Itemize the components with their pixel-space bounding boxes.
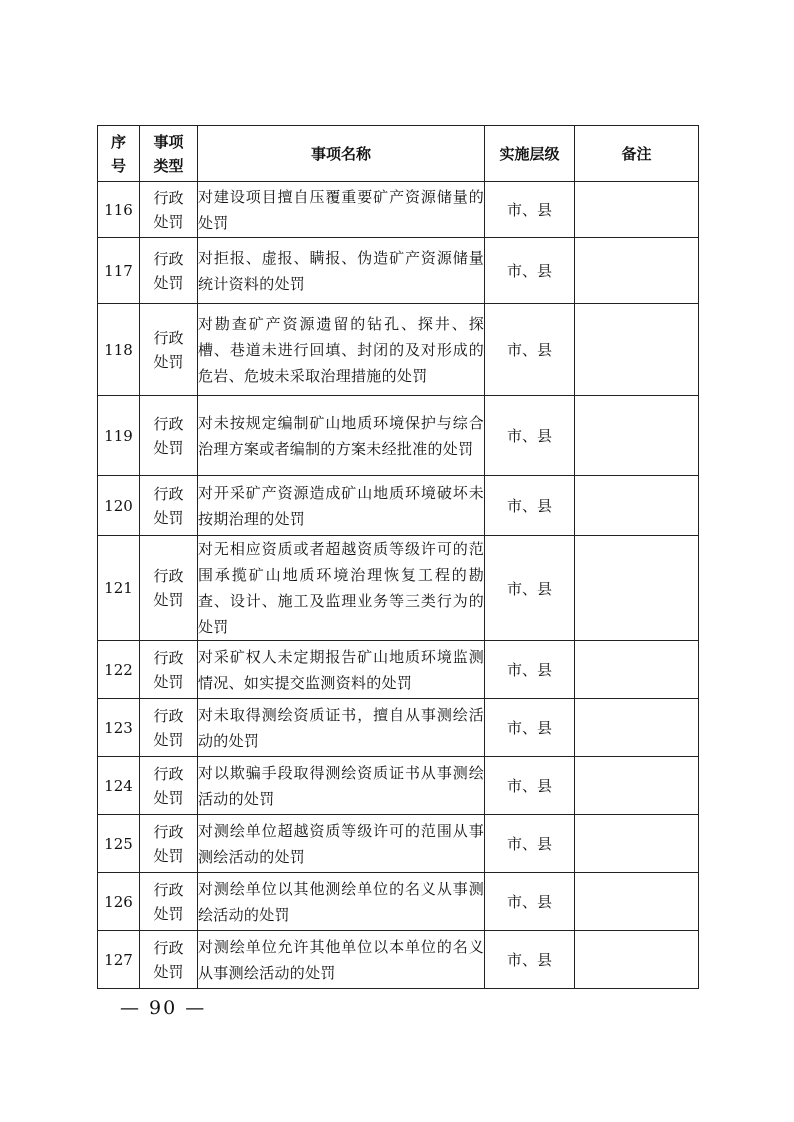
row-type-line: 处罚 xyxy=(153,788,184,807)
row-type xyxy=(140,536,198,641)
header-note: 备注 xyxy=(575,126,699,182)
row-type-line: 行政 xyxy=(153,822,184,841)
row-type xyxy=(140,931,198,989)
row-level: 市、县 xyxy=(485,238,575,304)
row-name: 对建设项目擅自压覆重要矿产资源储量的处罚 xyxy=(198,182,485,238)
row-level: 市、县 xyxy=(485,873,575,931)
row-name: 对开采矿产资源造成矿山地质环境破坏未按期治理的处罚 xyxy=(198,476,485,536)
row-number: 116 xyxy=(98,182,140,238)
row-note xyxy=(575,641,699,699)
row-note xyxy=(575,873,699,931)
row-number: 126 xyxy=(98,873,140,931)
header-name: 事项名称 xyxy=(198,126,485,182)
row-type-line: 处罚 xyxy=(153,212,184,231)
row-number: 127 xyxy=(98,931,140,989)
row-type-line: 处罚 xyxy=(153,591,184,609)
row-note xyxy=(575,931,699,989)
table-row xyxy=(98,815,699,873)
row-number: 118 xyxy=(98,304,140,396)
row-level: 市、县 xyxy=(485,304,575,396)
table-row xyxy=(98,931,699,989)
row-number: 125 xyxy=(98,815,140,873)
row-name: 对测绘单位超越资质等级许可的范围从事测绘活动的处罚 xyxy=(198,815,485,873)
row-name: 对拒报、虚报、瞒报、伪造矿产资源储量统计资料的处罚 xyxy=(198,238,485,304)
row-level: 市、县 xyxy=(485,476,575,536)
row-type-line: 行政 xyxy=(153,328,184,347)
table-row xyxy=(98,182,699,238)
table-row xyxy=(98,699,699,757)
table-row xyxy=(98,304,699,396)
row-type xyxy=(140,476,198,536)
row-type xyxy=(140,641,198,699)
row-type-line: 处罚 xyxy=(153,273,184,292)
row-type-line: 行政 xyxy=(153,764,184,783)
row-number: 120 xyxy=(98,476,140,536)
row-level: 市、县 xyxy=(485,641,575,699)
row-type-line: 处罚 xyxy=(153,352,184,371)
header-level: 实施层级 xyxy=(485,126,575,182)
row-level: 市、县 xyxy=(485,396,575,476)
row-type-line: 行政 xyxy=(153,706,184,725)
row-type-line: 行政 xyxy=(153,567,184,585)
row-name: 对测绘单位以其他测绘单位的名义从事测绘活动的处罚 xyxy=(198,873,485,931)
row-type-line: 处罚 xyxy=(153,730,184,749)
row-name: 对未按规定编制矿山地质环境保护与综合治理方案或者编制的方案未经批准的处罚 xyxy=(198,396,485,476)
row-level: 市、县 xyxy=(485,815,575,873)
row-type-line: 行政 xyxy=(153,938,184,957)
row-type xyxy=(140,699,198,757)
row-type-line: 处罚 xyxy=(153,904,184,923)
page-number: — 90 — xyxy=(120,997,207,1019)
row-type-line: 行政 xyxy=(153,249,184,268)
row-type-line: 行政 xyxy=(153,648,184,667)
row-type xyxy=(140,238,198,304)
row-type-line: 处罚 xyxy=(153,962,184,981)
row-name: 对采矿权人未定期报告矿山地质环境监测情况、如实提交监测资料的处罚 xyxy=(198,641,485,699)
row-type-line: 行政 xyxy=(153,414,184,433)
row-note xyxy=(575,396,699,476)
row-name: 对测绘单位允许其他单位以本单位的名义从事测绘活动的处罚 xyxy=(198,931,485,989)
row-name: 对勘查矿产资源遗留的钻孔、探井、探槽、巷道未进行回填、封闭的及对形成的危岩、危坡未采取治理措施的处罚 xyxy=(198,304,485,396)
row-note xyxy=(575,536,699,641)
row-type-line: 处罚 xyxy=(153,508,184,527)
row-type-line: 处罚 xyxy=(153,438,184,457)
table-row xyxy=(98,238,699,304)
row-name: 对未取得测绘资质证书，擅自从事测绘活动的处罚 xyxy=(198,699,485,757)
row-type-line: 行政 xyxy=(153,484,184,503)
row-number: 119 xyxy=(98,396,140,476)
row-note xyxy=(575,757,699,815)
row-name: 对以欺骗手段取得测绘资质证书从事测绘活动的处罚 xyxy=(198,757,485,815)
row-level: 市、县 xyxy=(485,536,575,641)
header-no: 序 号 xyxy=(98,126,140,182)
row-type xyxy=(140,815,198,873)
row-name: 对无相应资质或者超越资质等级许可的范围承揽矿山地质环境治理恢复工程的勘查、设计、施工及监理业务等三类行为的处罚 xyxy=(198,536,485,641)
row-type xyxy=(140,757,198,815)
table-row xyxy=(98,396,699,476)
header-type: 事项 类型 xyxy=(140,126,198,182)
header-row xyxy=(98,126,699,182)
matters-table xyxy=(97,125,699,989)
table-row xyxy=(98,641,699,699)
table-row xyxy=(98,873,699,931)
row-note xyxy=(575,238,699,304)
row-number: 124 xyxy=(98,757,140,815)
row-number: 121 xyxy=(98,536,140,641)
table-row xyxy=(98,476,699,536)
row-number: 117 xyxy=(98,238,140,304)
row-number: 122 xyxy=(98,641,140,699)
table-row xyxy=(98,536,699,641)
row-type-line: 行政 xyxy=(153,880,184,899)
table-body xyxy=(98,182,699,989)
row-level: 市、县 xyxy=(485,757,575,815)
row-note xyxy=(575,815,699,873)
row-type-line: 行政 xyxy=(153,188,184,207)
row-level: 市、县 xyxy=(485,182,575,238)
row-level: 市、县 xyxy=(485,699,575,757)
row-type xyxy=(140,182,198,238)
row-note xyxy=(575,182,699,238)
row-note xyxy=(575,476,699,536)
row-type xyxy=(140,304,198,396)
row-note xyxy=(575,304,699,396)
table-row xyxy=(98,757,699,815)
row-type xyxy=(140,396,198,476)
row-level: 市、县 xyxy=(485,931,575,989)
row-type xyxy=(140,873,198,931)
row-type-line: 处罚 xyxy=(153,846,184,865)
row-number: 123 xyxy=(98,699,140,757)
row-note xyxy=(575,699,699,757)
row-type-line: 处罚 xyxy=(153,672,184,691)
